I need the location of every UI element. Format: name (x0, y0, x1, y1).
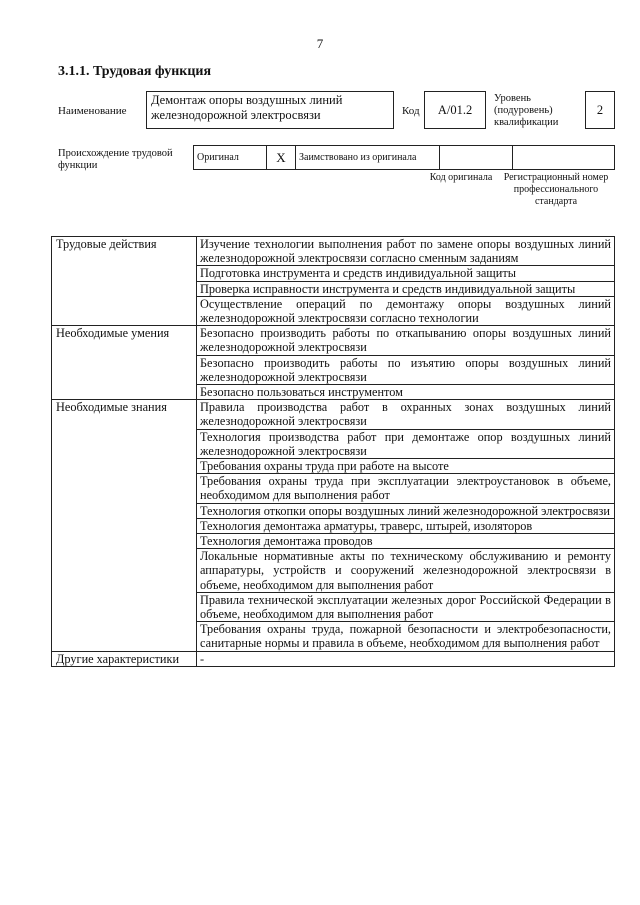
code-label: Код (402, 105, 420, 117)
level-label: Уровень (подуровень) квалификации (494, 93, 559, 128)
original-label: Оригинал (194, 146, 267, 170)
original-mark: X (267, 146, 296, 170)
description-cell: Технология демонтажа проводов (197, 534, 615, 549)
description-cell: Требования охраны труда, пожарной безопасности и электробезопасности, санитарные нормы и правила в объеме, необходимом для выполнения работ (197, 622, 615, 651)
function-name-value: Демонтаж опоры воздушных линий железнодорожной электросвязи (146, 91, 394, 129)
origin-label: Происхождение трудовой функции (58, 148, 173, 171)
description-cell: Правила производства работ в охранных зонах воздушных линий железнодорожной электросвязи (197, 400, 615, 429)
category-cell: Необходимые знания (52, 400, 197, 651)
name-label: Наименование (58, 105, 127, 117)
reg-number-cell (513, 146, 615, 170)
description-cell: Осуществление операций по демонтажу опоры воздушных линий железнодорожной электросвязи согласно технологии (197, 296, 615, 325)
category-cell: Трудовые действия (52, 237, 197, 326)
function-code-value: А/01.2 (424, 91, 486, 129)
original-code-cell (440, 146, 513, 170)
description-cell: Безопасно пользоваться инструментом (197, 385, 615, 400)
section-title: 3.1.1. Трудовая функция (58, 64, 212, 79)
description-cell: Подготовка инструмента и средств индивидуальной защиты (197, 266, 615, 281)
table-row (52, 651, 615, 666)
description-cell: Технология демонтажа арматуры, траверс, штырей, изоляторов (197, 518, 615, 533)
description-cell: Технология откопки опоры воздушных линий железнодорожной электросвязи (197, 503, 615, 518)
description-cell: Безопасно производить работы по изъятию опоры воздушных линий железнодорожной электросвязи (197, 355, 615, 384)
table-row (52, 237, 615, 266)
description-cell: - (197, 651, 615, 666)
table-row (52, 400, 615, 429)
category-cell: Другие характеристики (52, 651, 197, 666)
description-cell: Безопасно производить работы по откапыванию опоры воздушных линий железнодорожной электросвязи (197, 326, 615, 355)
description-cell: Технология производства работ при демонтаже опор воздушных линий железнодорожной электросвязи (197, 429, 615, 458)
reg-number-caption: Регистрационный номер профессионального стандарта (503, 172, 609, 207)
description-cell: Проверка исправности инструмента и средств индивидуальной защиты (197, 281, 615, 296)
category-cell: Необходимые умения (52, 326, 197, 400)
description-cell: Локальные нормативные акты по техническому обслуживанию и ремонту аппаратуры, устройств и сооружений железнодорожной электросвязи в объеме, необходимом для выполнения работ (197, 549, 615, 593)
description-cell: Требования охраны труда при работе на высоте (197, 459, 615, 474)
origin-table (193, 145, 615, 170)
description-cell: Изучение технологии выполнения работ по замене опоры воздушных линий железнодорожной электросвязи согласно сменным заданиям (197, 237, 615, 266)
borrowed-label: Заимствовано из оригинала (296, 146, 440, 170)
table-row (52, 326, 615, 355)
original-code-caption: Код оригинала (429, 172, 493, 183)
qualification-level-value: 2 (585, 91, 615, 129)
function-details-table (51, 236, 615, 667)
description-cell: Требования охраны труда при эксплуатации электроустановок в объеме, необходимом для выполнения работ (197, 474, 615, 503)
description-cell: Правила технической эксплуатации железных дорог Российской Федерации в объеме, необходимом для выполнения работ (197, 592, 615, 621)
page-number: 7 (316, 36, 324, 51)
